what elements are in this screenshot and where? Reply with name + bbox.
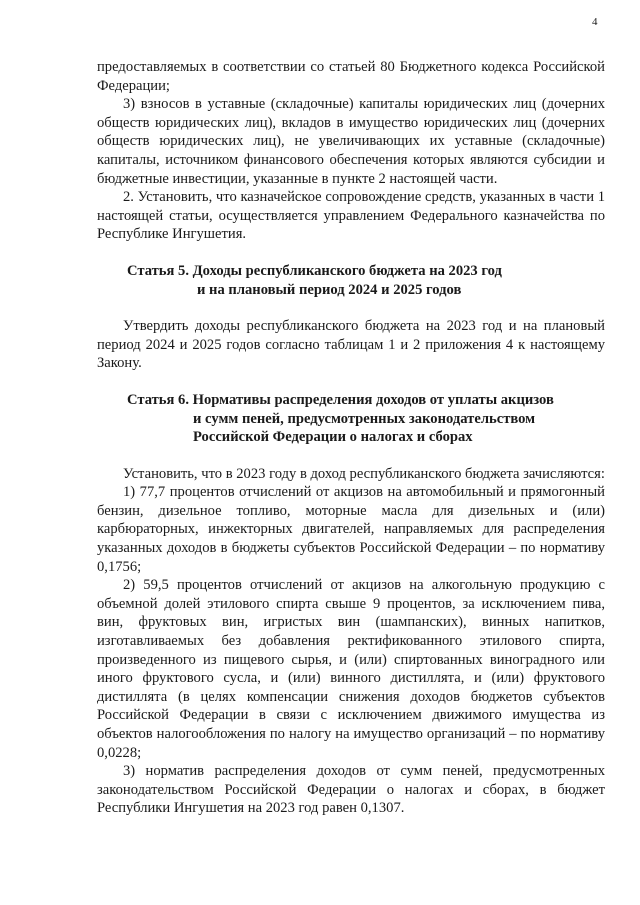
article-6-heading-line3: Российской Федерации о налогах и сборах [193,429,473,446]
page-number: 4 [592,16,598,28]
paragraph-continuation: предоставляемых в соответствии со статьей 80 Бюджетного кодекса Российской Федерации; [97,59,605,94]
article-5-text: Утвердить доходы республиканского бюджета на 2023 год и на плановый период 2024 и 2025 годов согласно таблицам 1 и 2 приложения 4 к настоящему Закону. [97,318,605,372]
article-6-item-3: 3) норматив распределения доходов от сумм пеней, предусмотренных законодательством Российской Федерации о налогах и сборах, в бюджет Республики Ингушетия на 2023 год равен 0,1307. [97,763,605,817]
paragraph-item-3: 3) взносов в уставные (складочные) капиталы юридических лиц (дочерних обществ юридических лиц), вкладов в имущество юридических лиц (дочерних обществ юридических лиц), не увеличивающих их уставные (складочные) капиталы, источником финансового обеспечения которых являются субсидии и бюджетные инвестиции, указанные в пункте 2 настоящей части. [97,96,605,187]
article-6-heading-line2: и сумм пеней, предусмотренных законодательством [193,410,536,427]
article-5-heading [97,262,605,299]
article-6-item-2: 2) 59,5 процентов отчислений от акцизов на алкогольную продукцию с объемной долей этилового спирта свыше 9 процентов, за исключением пива, вин, фруктовых вин, игристых вин (шампанских), винных напитков, изготавливаемых без добавления ректификованного этилового спирта, произведенного из пищевого сырья, и (или) спиртованных виноградного или иного фруктового сусла, и (или) винного дистиллята, и (или) фруктового дистиллята (в целях компенсации снижения доходов бюджетов субъектов Российской Федерации в связи с исключением движимого имущества из объектов налогообложения по налогу на имущество организаций – по нормативу 0,0228; [97,577,605,761]
article-6-heading [97,391,605,447]
article-6-intro: Установить, что в 2023 году в доход республиканского бюджета зачисляются: [123,465,605,482]
document-body [97,58,605,818]
article-6-item-1: 1) 77,7 процентов отчислений от акцизов на автомобильный и прямогонный бензин, дизельное топливо, моторные масла для дизельных и (или) карбюраторных, инжекторных двигателей, направляемых для распределения указанных доходов в бюджеты субъектов Российской Федерации – по нормативу 0,1756; [97,484,605,575]
article-5-heading-line2: и на плановый период 2024 и 2025 годов [197,281,462,298]
paragraph-part-2: 2. Установить, что казначейское сопровождение средств, указанных в части 1 настоящей статьи, осуществляется управлением Федерального казначейства по Республике Ингушетия. [97,189,605,243]
article-6-heading-line1: Статья 6. Нормативы распределения доходов от уплаты акцизов [127,391,554,408]
article-5-heading-line1: Статья 5. Доходы республиканского бюджета на 2023 год [127,262,502,279]
